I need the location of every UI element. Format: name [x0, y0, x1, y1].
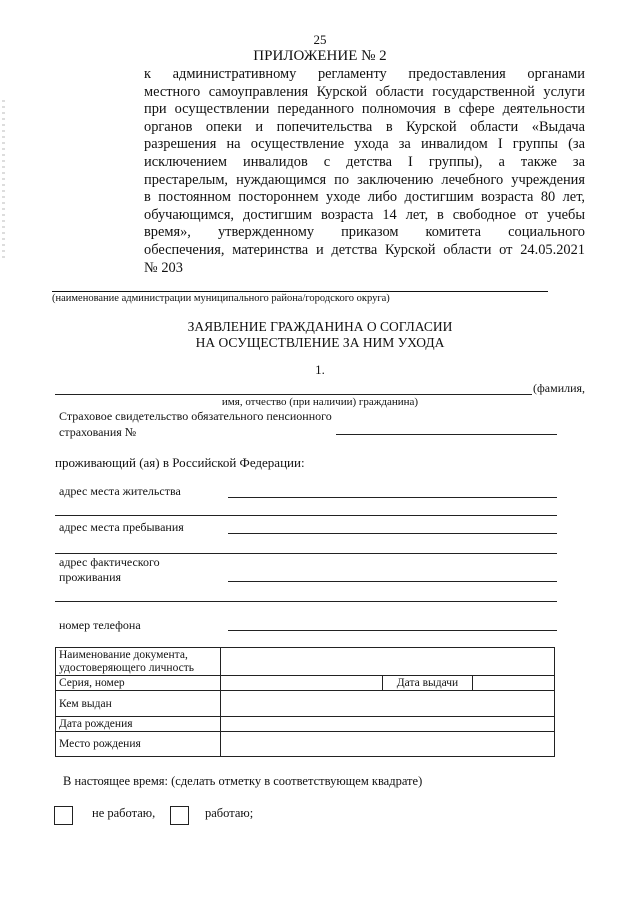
- snils-input-line[interactable]: [336, 434, 557, 435]
- appendix-line: престарелым, нуждающимся по заключению лечебного учреждения: [144, 171, 585, 188]
- appendix-line: обучающимся, достигшим возраста 14 лет, в свободное от учебы: [144, 206, 585, 223]
- series-number-input[interactable]: [221, 676, 383, 691]
- birth-place-input[interactable]: [221, 732, 555, 757]
- table-row: [56, 691, 555, 717]
- appendix-line: № 203: [144, 259, 183, 276]
- series-number-label: Серия, номер: [56, 676, 221, 691]
- snils-label-line2: страхования №: [59, 425, 137, 439]
- doc-name-label: [56, 648, 221, 676]
- not-working-label: не работаю,: [92, 806, 156, 820]
- doc-name-label-line1: Наименование документа,: [59, 648, 188, 661]
- admin-caption: (наименование администрации муниципального района/городского округа): [52, 293, 390, 304]
- appendix-line: при осуществлении переданного полномочия в сфере деятельности: [144, 101, 585, 118]
- address-stay-label: адрес места пребывания: [59, 520, 184, 534]
- appendix-line: к административному регламенту предоставления органами: [144, 66, 585, 82]
- not-working-checkbox[interactable]: [54, 806, 73, 825]
- address-residence-input[interactable]: [228, 497, 557, 498]
- working-checkbox[interactable]: [170, 806, 189, 825]
- fio-caption: имя, отчество (при наличии) гражданина): [221, 396, 419, 408]
- appendix-line: органов опеки и попечительства в Курской области «Выдача: [144, 118, 585, 135]
- birth-date-input[interactable]: [221, 717, 555, 732]
- section-number: 1.: [315, 362, 325, 377]
- page-number: 25: [313, 32, 327, 47]
- address-residence-label: адрес места жительства: [59, 484, 181, 498]
- doc-name-label-line2: удостоверяющего личность: [59, 661, 194, 674]
- appendix-line: местного самоуправления Курской области государственной услуги: [144, 83, 585, 100]
- phone-input[interactable]: [228, 630, 557, 631]
- fio-input-line[interactable]: [55, 394, 532, 395]
- id-document-table: [55, 647, 555, 757]
- birth-place-label: Место рождения: [56, 732, 221, 757]
- current-status-label: В настоящее время: (сделать отметку в соответствующем квадрате): [63, 774, 423, 788]
- appendix-subtitle: [144, 66, 585, 277]
- form-title-line1: ЗАЯВЛЕНИЕ ГРАЖДАНИНА О СОГЛАСИИ: [187, 319, 453, 334]
- appendix-line: разрешения на осуществление ухода за инвалидом I группы (за: [144, 136, 585, 153]
- address-actual-label-line2: проживания: [59, 570, 122, 584]
- doc-name-input[interactable]: [221, 648, 555, 676]
- address-residence-extra-line[interactable]: [55, 515, 557, 516]
- form-title-line2: НА ОСУЩЕСТВЛЕНИЕ ЗА НИМ УХОДА: [195, 335, 445, 350]
- issue-date-label: Дата выдачи: [383, 676, 473, 691]
- address-actual-input[interactable]: [228, 581, 557, 582]
- address-actual-label-line1: адрес фактического: [59, 555, 160, 569]
- issue-date-input[interactable]: [473, 676, 555, 691]
- fio-suffix: (фамилия,: [533, 381, 586, 395]
- address-actual-label: [59, 555, 160, 585]
- appendix-line: обеспечения, материнства и детства Курской области от 24.05.2021: [144, 241, 585, 258]
- appendix-line: время», утвержденному приказом комитета социального: [144, 224, 585, 241]
- table-row: [56, 676, 555, 691]
- table-row: [56, 717, 555, 732]
- phone-label: номер телефона: [59, 618, 141, 632]
- table-row: [56, 732, 555, 757]
- snils-label-line1: Страховое свидетельство обязательного пенсионного: [59, 409, 332, 423]
- issued-by-label: Кем выдан: [56, 691, 221, 717]
- appendix-title: ПРИЛОЖЕНИЕ № 2: [253, 48, 387, 64]
- scan-edge-mark: [2, 100, 5, 260]
- address-actual-extra-line[interactable]: [55, 601, 557, 602]
- birth-date-label: Дата рождения: [56, 717, 221, 732]
- admin-name-line[interactable]: [52, 291, 548, 292]
- form-title: [0, 319, 640, 351]
- issued-by-input[interactable]: [221, 691, 555, 717]
- table-row: [56, 648, 555, 676]
- snils-label: [59, 408, 332, 440]
- working-label: работаю;: [205, 806, 254, 820]
- address-stay-input[interactable]: [228, 533, 557, 534]
- residing-label: проживающий (ая) в Российской Федерации:: [55, 455, 305, 470]
- appendix-line: исключением инвалидов с детства I группы), а также за: [144, 153, 585, 170]
- appendix-line: в постоянном постороннем уходе либо достигшим возраста 80 лет,: [144, 189, 585, 206]
- address-stay-extra-line[interactable]: [55, 553, 557, 554]
